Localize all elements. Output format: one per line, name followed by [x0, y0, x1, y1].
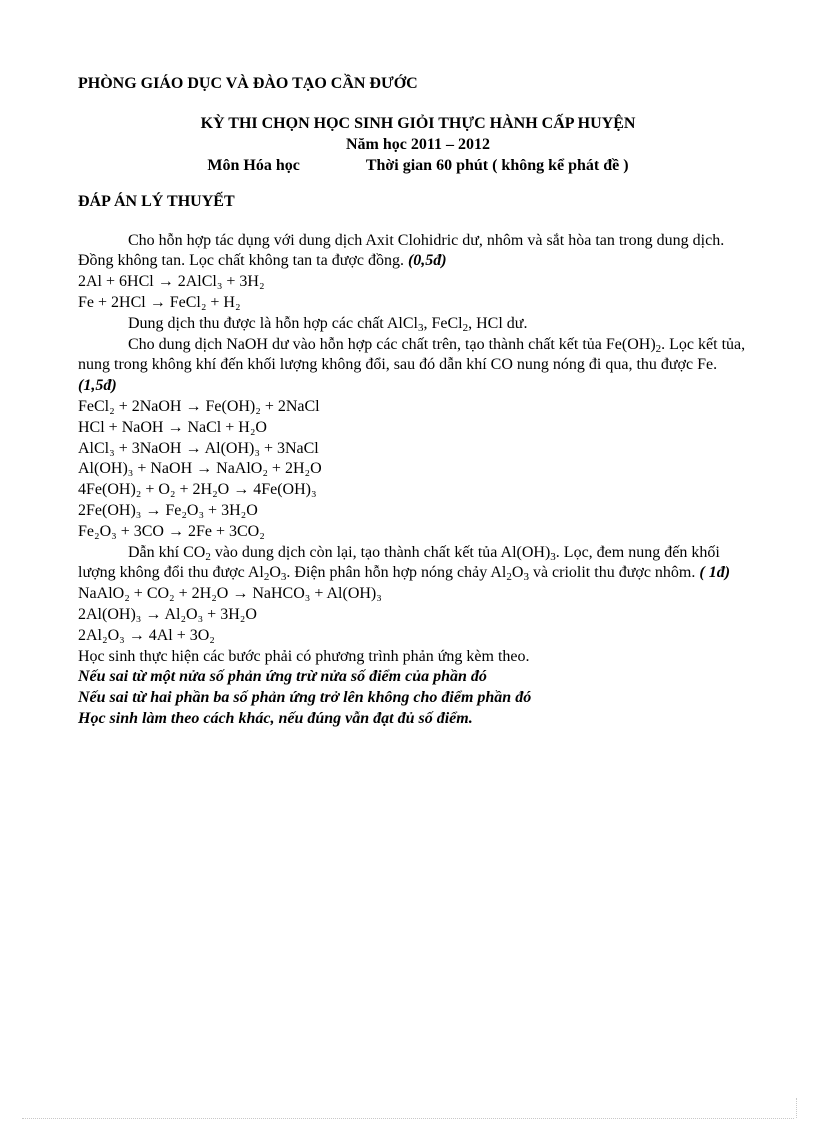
equation-3: FeCl₂ + 2NaOH → Fe(OH)₂ + 2NaCl — [78, 397, 320, 415]
department-heading: PHÒNG GIÁO DỤC VÀ ĐÀO TẠO CẦN ĐƯỚC — [78, 75, 418, 92]
school-year: Năm học 2011 – 2012 — [346, 135, 490, 153]
subscript: 3 — [550, 550, 556, 563]
paragraph-text: . Lọc, đem nung đến khối lượng không đổi thu được Al — [78, 543, 720, 582]
equation-7: 4Fe(OH)₂ + O₂ + 2H₂O → 4Fe(OH)₃ — [78, 481, 317, 499]
subject-line — [78, 155, 758, 176]
equation-11: 2Al(OH)₃ → Al₂O₃ + 3H₂O — [78, 605, 257, 623]
equation-2: Fe + 2HCl → FeCl₂ + H₂ — [78, 293, 241, 311]
grading-note-3: Học sinh làm theo cách khác, nếu đúng vẫn đạt đủ số điểm. — [78, 709, 473, 727]
equation-6: Al(OH)₃ + NaOH → NaAlO₂ + 2H₂O — [78, 460, 322, 478]
paragraph-text: Cho dung dịch NaOH dư vào hỗn hợp các chất trên, tạo thành chất kết tủa Fe(OH) — [128, 335, 656, 353]
subscript: 2 — [506, 571, 512, 584]
equation-12: 2Al₂O₃ → 4Al + 3O₂ — [78, 626, 215, 644]
document-page — [78, 70, 758, 730]
subject-name: Môn Hóa học — [207, 156, 300, 174]
grading-note-2: Nếu sai từ hai phần ba số phản ứng trở lên không cho điểm phần đó — [78, 689, 532, 707]
paragraph-text: Cho hỗn hợp tác dụng với dung dịch Axit Clohidric dư, nhôm và sắt hòa tan trong dung dịch. Đồng không tan. Lọc chất không tan ta được đồng. — [78, 231, 725, 270]
score-badge: ( 1đ) — [699, 564, 731, 582]
score-badge: (1,5đ) — [78, 377, 117, 395]
paragraph-step-3 — [78, 335, 758, 397]
equation-1: 2Al + 6HCl → 2AlCl₃ + 3H₂ — [78, 273, 265, 291]
subscript: 2 — [263, 571, 270, 584]
paragraph-text: . Lọc kết tủa, nung trong không khí đến khối lượng không đổi, sau đó dẫn khí CO nung nóng đi qua, thu được Fe. — [78, 335, 746, 374]
equation-8: 2Fe(OH)₃ → Fe₂O₃ + 3H₂O — [78, 501, 258, 519]
score-badge: (0,5đ) — [407, 252, 447, 270]
paragraph-text: O — [511, 564, 524, 582]
paragraph-text: , HCl dư. — [468, 314, 528, 332]
paragraph-step-2 — [78, 314, 758, 335]
subscript: 3 — [417, 321, 424, 334]
paragraph-text: và criolit thu được nhôm. — [528, 564, 700, 582]
equation-10: NaAlO₂ + CO₂ + 2H₂O → NaHCO₃ + Al(OH)₃ — [78, 585, 382, 603]
subscript: 3 — [280, 571, 287, 584]
instruction-note: Học sinh thực hiện các bước phải có phương trình phản ứng kèm theo. — [78, 647, 530, 665]
grading-note-1: Nếu sai từ một nửa số phản ứng trừ nửa số điểm của phần đó — [78, 668, 487, 686]
equation-4: HCl + NaOH → NaCl + H₂O — [78, 418, 267, 436]
paragraph-text: Dẫn khí CO — [128, 543, 206, 561]
page-bottom-rule — [22, 1118, 794, 1119]
exam-duration: Thời gian 60 phút ( không kể phát đề ) — [365, 156, 629, 174]
paragraph-text: Dung dịch thu được là hỗn hợp các chất AlCl — [128, 314, 418, 332]
paragraph-step-4 — [78, 543, 758, 585]
paragraph-step-1 — [78, 231, 758, 273]
equation-9: Fe₂O₃ + 3CO → 2Fe + 3CO₂ — [78, 522, 265, 540]
paragraph-text: . Điện phân hỗn hợp nóng chảy Al — [286, 564, 507, 582]
paragraph-text: O — [269, 564, 281, 582]
page-corner-mark — [796, 1098, 798, 1118]
section-title: ĐÁP ÁN LÝ THUYẾT — [78, 192, 235, 210]
subscript: 2 — [655, 342, 662, 355]
equation-5: AlCl₃ + 3NaOH → Al(OH)₃ + 3NaCl — [78, 439, 319, 457]
subscript: 2 — [462, 321, 469, 334]
exam-title-block — [78, 113, 758, 176]
subscript: 3 — [523, 571, 529, 584]
paragraph-text: , FeCl — [423, 314, 463, 332]
subscript: 2 — [205, 550, 211, 563]
paragraph-text: vào dung dịch còn lại, tạo thành chất kết tủa Al(OH) — [210, 543, 551, 561]
exam-title: KỲ THI CHỌN HỌC SINH GIỎI THỰC HÀNH CẤP HUYỆN — [200, 114, 636, 132]
